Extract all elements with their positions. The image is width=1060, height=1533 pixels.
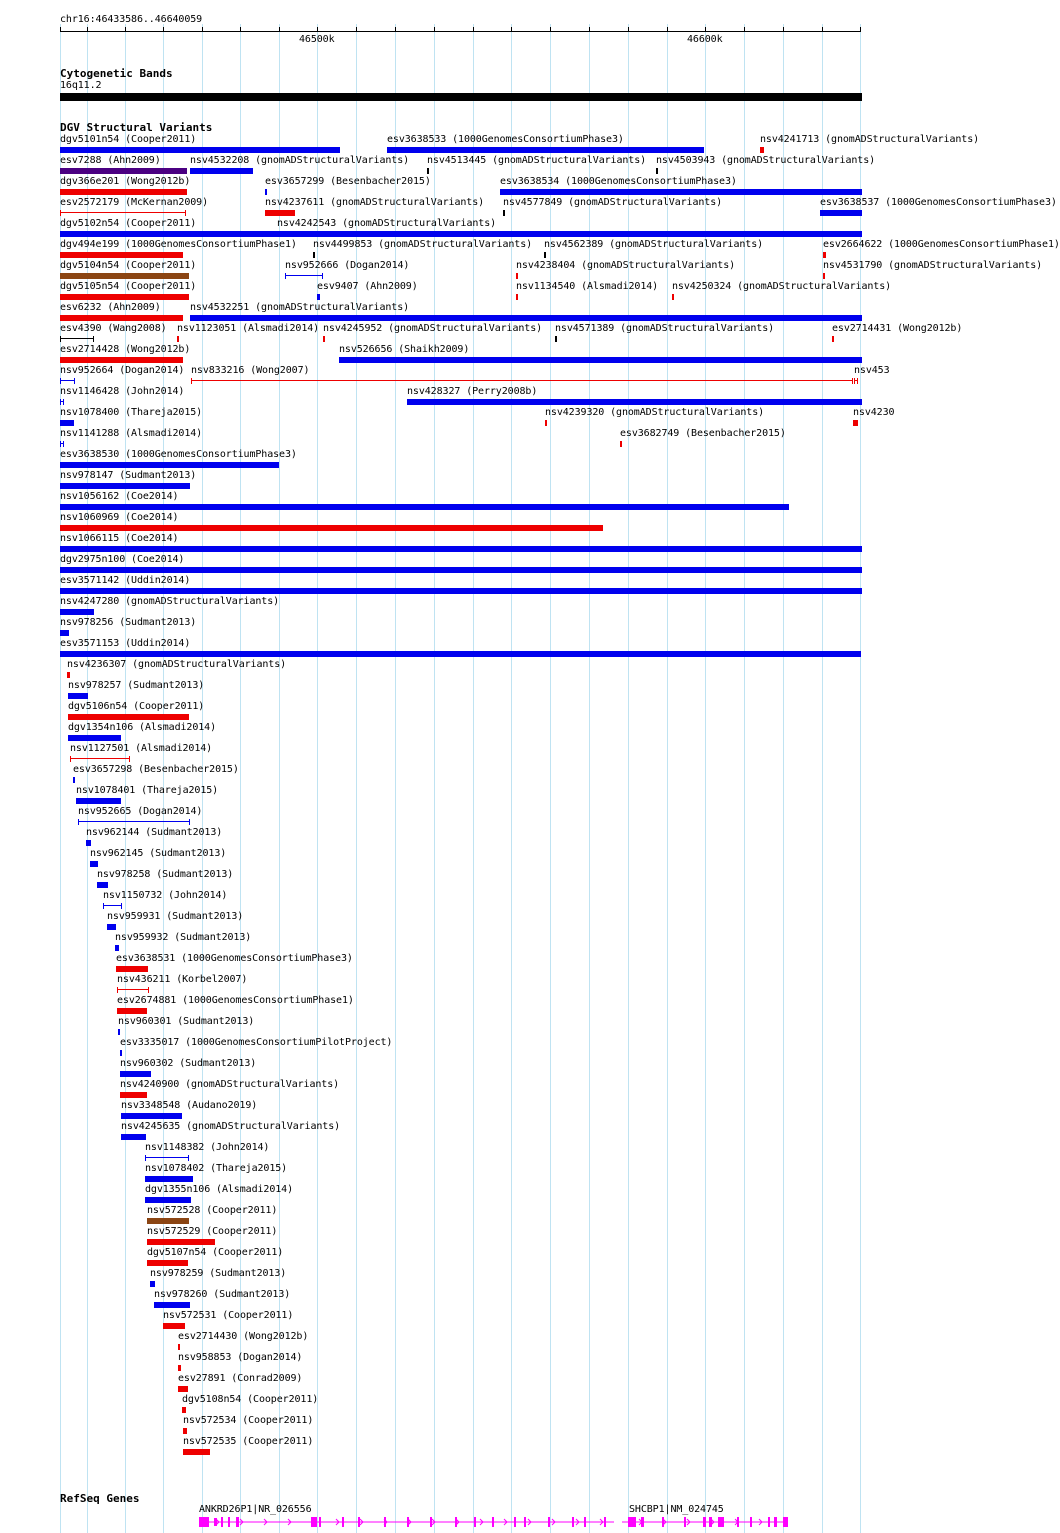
feature-label: nsv978260 (Sudmant2013): [154, 1289, 291, 1300]
feature-label: esv2714428 (Wong2012b): [60, 344, 191, 355]
feature-label: nsv526656 (Shaikh2009): [339, 344, 470, 355]
track-title-cytogenetic-bands: Cytogenetic Bands: [60, 67, 173, 80]
feature-bar: [672, 294, 674, 300]
ruler-tick: [279, 27, 280, 32]
gene-exon: [455, 1517, 457, 1527]
track-title-dgv-structural-variants: DGV Structural Variants: [60, 121, 213, 134]
feature-bar: [90, 861, 98, 867]
feature-bar: [323, 336, 325, 342]
ruler-tick: [511, 27, 512, 32]
feature-bar: [76, 798, 121, 804]
feature-label: nsv1127501 (Alsmadi2014): [70, 743, 213, 754]
ruler-tick: [473, 27, 474, 32]
feature-label: nsv572531 (Cooper2011): [163, 1310, 294, 1321]
feature-bar: [145, 1176, 193, 1182]
gene-exon: [709, 1517, 712, 1527]
gene-exon: [342, 1517, 344, 1527]
feature-end-tick: [189, 819, 190, 825]
gene-exon: [783, 1517, 788, 1527]
feature-span-line: [78, 821, 190, 822]
gene-exon: [737, 1517, 739, 1527]
gene-exon: [311, 1517, 317, 1527]
gene-exon: [768, 1517, 770, 1527]
feature-label: nsv4532251 (gnomADStructuralVariants): [190, 302, 410, 313]
feature-bar: [832, 336, 834, 342]
feature-bar: [60, 546, 862, 552]
feature-label: nsv978147 (Sudmant2013): [60, 470, 197, 481]
ruler-tick: [125, 27, 126, 32]
feature-label: esv2664622 (1000GenomesConsortiumPhase1): [823, 239, 1060, 250]
gene-exon: [407, 1517, 409, 1527]
gene-exon: [430, 1517, 432, 1527]
feature-end-tick: [129, 756, 130, 762]
feature-bar: [516, 294, 518, 300]
ruler-tick: [667, 27, 668, 32]
gene-exon: [228, 1517, 230, 1527]
feature-bar: [121, 1134, 146, 1140]
feature-label: dgv5101n54 (Cooper2011): [60, 134, 197, 145]
feature-label: nsv833216 (Wong2007): [191, 365, 310, 376]
ruler-coordinates: chr16:46433586..46640059: [60, 14, 203, 25]
feature-end-tick: [852, 378, 853, 384]
ruler-tick: [87, 27, 88, 32]
ruler-tick: [822, 27, 823, 32]
feature-end-tick: [285, 273, 286, 279]
feature-bar: [760, 147, 764, 153]
feature-label: nsv1078400 (Thareja2015): [60, 407, 203, 418]
feature-bar: [60, 504, 789, 510]
gene-exon: [750, 1517, 752, 1527]
feature-end-tick: [60, 378, 61, 384]
ruler-tick: [317, 27, 318, 32]
feature-end-tick: [191, 378, 192, 384]
feature-bar: [73, 777, 75, 783]
feature-tick: [544, 252, 546, 258]
feature-bar: [620, 441, 622, 447]
feature-bar: [116, 966, 148, 972]
feature-end-tick: [103, 903, 104, 909]
feature-label: nsv4241713 (gnomADStructuralVariants): [760, 134, 980, 145]
feature-label: dgv5105n54 (Cooper2011): [60, 281, 197, 292]
feature-label: nsv1150732 (John2014): [103, 890, 228, 901]
gene-exon: [628, 1517, 636, 1527]
gene-exon: [199, 1517, 209, 1527]
feature-end-tick: [188, 1155, 189, 1161]
feature-bar: [107, 924, 116, 930]
feature-end-tick: [857, 378, 858, 384]
feature-bar: [60, 315, 183, 321]
gene-exon: [662, 1517, 664, 1527]
feature-label: nsv1056162 (Coe2014): [60, 491, 179, 502]
feature-label: nsv572535 (Cooper2011): [183, 1436, 314, 1447]
feature-label: nsv3348548 (Audano2019): [121, 1100, 258, 1111]
feature-bar: [853, 420, 858, 426]
feature-bar: [500, 189, 862, 195]
gridline: [783, 24, 784, 1533]
cytoband-label: 16q11.2: [60, 80, 102, 91]
feature-bar: [60, 483, 190, 489]
feature-end-tick: [117, 987, 118, 993]
feature-label: nsv4245952 (gnomADStructuralVariants): [323, 323, 543, 334]
feature-end-tick: [60, 441, 61, 447]
feature-bar: [68, 693, 88, 699]
feature-label: nsv4242543 (gnomADStructuralVariants): [277, 218, 497, 229]
gene-exon: [548, 1517, 550, 1527]
feature-bar: [183, 1428, 187, 1434]
feature-bar: [147, 1260, 188, 1266]
ruler-tick: [60, 27, 61, 32]
feature-label: nsv4230: [853, 407, 895, 418]
gene-exon: [572, 1517, 574, 1527]
feature-end-tick: [74, 378, 75, 384]
gene-exon: [584, 1517, 586, 1527]
feature-bar: [387, 147, 704, 153]
feature-label: dgv1355n106 (Alsmadi2014): [145, 1184, 294, 1195]
gene-exon: [703, 1517, 706, 1527]
feature-bar: [118, 1029, 120, 1035]
feature-bar: [820, 210, 862, 216]
feature-label: nsv978257 (Sudmant2013): [68, 680, 205, 691]
feature-label: nsv959932 (Sudmant2013): [115, 932, 252, 943]
gene-exon: [221, 1517, 223, 1527]
gene-exon: [641, 1517, 644, 1527]
feature-label: nsv1148382 (John2014): [145, 1142, 270, 1153]
gene-exon: [774, 1517, 777, 1527]
feature-bar: [120, 1071, 151, 1077]
feature-label: nsv4240900 (gnomADStructuralVariants): [120, 1079, 340, 1090]
feature-label: nsv960301 (Sudmant2013): [118, 1016, 255, 1027]
feature-bar: [339, 357, 862, 363]
feature-label: nsv1123051 (Alsmadi2014): [177, 323, 320, 334]
gene-exon: [524, 1517, 526, 1527]
ruler-tick: [705, 27, 706, 32]
gene-exon: [514, 1517, 516, 1527]
feature-span-line: [191, 380, 853, 381]
feature-bar: [60, 147, 340, 153]
feature-bar: [115, 945, 119, 951]
feature-label: nsv4250324 (gnomADStructuralVariants): [672, 281, 892, 292]
feature-label: nsv978258 (Sudmant2013): [97, 869, 234, 880]
feature-label: nsv572534 (Cooper2011): [183, 1415, 314, 1426]
feature-bar: [183, 1449, 210, 1455]
feature-bar: [60, 357, 183, 363]
feature-bar: [823, 273, 825, 279]
feature-bar: [177, 336, 179, 342]
feature-label: nsv4499853 (gnomADStructuralVariants): [313, 239, 533, 250]
feature-label: nsv436211 (Korbel2007): [117, 974, 248, 985]
feature-span-line: [145, 1157, 189, 1158]
feature-end-tick: [63, 441, 64, 447]
feature-span-line: [60, 212, 186, 213]
feature-label: nsv4239320 (gnomADStructuralVariants): [545, 407, 765, 418]
feature-label: esv3657299 (Besenbacher2015): [265, 176, 431, 187]
feature-bar: [154, 1302, 190, 1308]
feature-bar: [182, 1407, 186, 1413]
feature-label: dgv5104n54 (Cooper2011): [60, 260, 197, 271]
gene-exon: [214, 1518, 217, 1526]
feature-tick: [313, 252, 315, 258]
feature-label: nsv978259 (Sudmant2013): [150, 1268, 287, 1279]
feature-tick: [265, 189, 267, 195]
feature-label: esv27891 (Conrad2009): [178, 1373, 303, 1384]
feature-bar: [86, 840, 91, 846]
gene-models-svg: [0, 1513, 890, 1533]
feature-label: nsv1141288 (Alsmadi2014): [60, 428, 203, 439]
feature-label: nsv453: [854, 365, 890, 376]
feature-bar: [145, 1197, 191, 1203]
feature-tick: [656, 168, 658, 174]
ruler-tick: [434, 27, 435, 32]
feature-label: nsv4238404 (gnomADStructuralVariants): [516, 260, 736, 271]
feature-label: esv2714430 (Wong2012b): [178, 1331, 309, 1342]
gene-exon: [492, 1517, 494, 1527]
feature-label: nsv572528 (Cooper2011): [147, 1205, 278, 1216]
feature-bar: [265, 210, 295, 216]
gene-exon: [319, 1517, 321, 1527]
feature-label: nsv1066115 (Coe2014): [60, 533, 179, 544]
feature-bar: [120, 1092, 147, 1098]
feature-label: nsv4531790 (gnomADStructuralVariants): [823, 260, 1043, 271]
feature-tick: [555, 336, 557, 342]
feature-label: dgv5108n54 (Cooper2011): [182, 1394, 319, 1405]
feature-label: esv3638531 (1000GenomesConsortiumPhase3): [116, 953, 353, 964]
gene-exon: [384, 1517, 386, 1527]
gene-exon: [474, 1517, 476, 1527]
ruler-tick: [550, 27, 551, 32]
gene-label-ankrd26p1: ANKRD26P1|NR_026556: [199, 1504, 312, 1515]
feature-label: dgv5107n54 (Cooper2011): [147, 1247, 284, 1258]
feature-label: nsv4236307 (gnomADStructuralVariants): [67, 659, 287, 670]
cytoband-bar[interactable]: [60, 93, 862, 101]
track-title-refseq-genes: RefSeq Genes: [60, 1492, 140, 1505]
feature-bar: [68, 714, 189, 720]
ruler-tick-label: 46600k: [687, 34, 723, 45]
gene-ankrd26p1[interactable]: [199, 1517, 614, 1527]
feature-label: esv2714431 (Wong2012b): [832, 323, 963, 334]
feature-bar: [178, 1344, 180, 1350]
feature-span-line: [70, 758, 130, 759]
feature-bar: [516, 273, 518, 279]
feature-bar: [317, 294, 320, 300]
feature-bar: [147, 1239, 215, 1245]
feature-bar: [60, 609, 94, 615]
feature-label: nsv4532208 (gnomADStructuralVariants): [190, 155, 410, 166]
feature-label: esv2674881 (1000GenomesConsortiumPhase1): [117, 995, 354, 1006]
feature-tick: [503, 210, 505, 216]
feature-end-tick: [60, 336, 61, 342]
feature-label: nsv4237611 (gnomADStructuralVariants): [265, 197, 485, 208]
feature-bar: [60, 189, 187, 195]
feature-bar: [60, 651, 861, 657]
feature-bar: [60, 567, 862, 573]
feature-bar: [163, 1323, 185, 1329]
feature-label: nsv4571389 (gnomADStructuralVariants): [555, 323, 775, 334]
feature-label: esv3335017 (1000GenomesConsortiumPilotProject): [120, 1037, 393, 1048]
feature-bar: [60, 294, 189, 300]
feature-bar: [178, 1365, 181, 1371]
feature-tick: [427, 168, 429, 174]
feature-bar: [60, 630, 69, 636]
gene-exon: [684, 1517, 686, 1527]
feature-end-tick: [78, 819, 79, 825]
ruler-tick: [202, 27, 203, 32]
feature-label: dgv5102n54 (Cooper2011): [60, 218, 197, 229]
feature-span-line: [103, 905, 122, 906]
feature-bar: [60, 462, 279, 468]
feature-label: nsv428327 (Perry2008b): [407, 386, 538, 397]
feature-end-tick: [60, 210, 61, 216]
ruler-tick: [395, 27, 396, 32]
ruler-tick-label: 46500k: [299, 34, 335, 45]
gene-shcbp1[interactable]: [622, 1517, 788, 1527]
feature-span-line: [117, 989, 149, 990]
feature-end-tick: [148, 987, 149, 993]
ruler-axis: [60, 31, 861, 32]
feature-bar: [190, 168, 253, 174]
feature-end-tick: [70, 756, 71, 762]
feature-label: nsv1134540 (Alsmadi2014): [516, 281, 659, 292]
feature-end-tick: [145, 1155, 146, 1161]
feature-bar: [545, 420, 547, 426]
feature-bar: [150, 1281, 155, 1287]
feature-span-line: [60, 338, 94, 339]
feature-span-line: [60, 380, 75, 381]
gene-label-shcbp1: SHCBP1|NM_024745: [629, 1504, 724, 1515]
feature-label: esv3638537 (1000GenomesConsortiumPhase3): [820, 197, 1057, 208]
feature-label: nsv959931 (Sudmant2013): [107, 911, 244, 922]
ruler-tick: [163, 27, 164, 32]
feature-bar: [68, 735, 121, 741]
feature-end-tick: [185, 210, 186, 216]
feature-label: nsv1060969 (Coe2014): [60, 512, 179, 523]
feature-label: nsv4577849 (gnomADStructuralVariants): [503, 197, 723, 208]
ruler-tick: [744, 27, 745, 32]
feature-label: esv3657298 (Besenbacher2015): [73, 764, 239, 775]
feature-label: nsv952665 (Dogan2014): [78, 806, 203, 817]
feature-label: esv3682749 (Besenbacher2015): [620, 428, 786, 439]
feature-label: esv4390 (Wang2008): [60, 323, 167, 334]
feature-bar: [147, 1218, 189, 1224]
feature-bar: [60, 420, 74, 426]
ruler-tick: [240, 27, 241, 32]
feature-label: nsv1078402 (Thareja2015): [145, 1163, 288, 1174]
feature-label: nsv962145 (Sudmant2013): [90, 848, 227, 859]
ruler-tick: [628, 27, 629, 32]
feature-bar: [117, 1008, 147, 1014]
feature-bar: [67, 672, 70, 678]
feature-label: esv3638530 (1000GenomesConsortiumPhase3): [60, 449, 297, 460]
feature-end-tick: [121, 903, 122, 909]
feature-bar: [120, 1050, 122, 1056]
feature-label: esv2572179 (McKernan2009): [60, 197, 209, 208]
feature-label: dgv366e201 (Wong2012b): [60, 176, 191, 187]
feature-bar: [121, 1113, 182, 1119]
feature-end-tick: [93, 336, 94, 342]
feature-end-tick: [60, 399, 61, 405]
feature-bar: [823, 252, 826, 258]
feature-label: esv3638534 (1000GenomesConsortiumPhase3): [500, 176, 737, 187]
feature-bar: [60, 588, 862, 594]
feature-label: esv7288 (Ahn2009): [60, 155, 161, 166]
feature-label: nsv4562389 (gnomADStructuralVariants): [544, 239, 764, 250]
feature-label: dgv2975n100 (Coe2014): [60, 554, 185, 565]
feature-label: nsv952666 (Dogan2014): [285, 260, 410, 271]
feature-label: nsv4513445 (gnomADStructuralVariants): [427, 155, 647, 166]
feature-bar: [60, 273, 189, 279]
feature-bar: [60, 252, 183, 258]
feature-label: nsv958853 (Dogan2014): [178, 1352, 303, 1363]
feature-label: nsv960302 (Sudmant2013): [120, 1058, 257, 1069]
feature-bar: [97, 882, 108, 888]
feature-label: esv3571142 (Uddin2014): [60, 575, 191, 586]
ruler-tick: [589, 27, 590, 32]
feature-label: nsv1146428 (John2014): [60, 386, 185, 397]
feature-label: dgv5106n54 (Cooper2011): [68, 701, 205, 712]
feature-label: esv9407 (Ahn2009): [317, 281, 418, 292]
ruler-tick: [356, 27, 357, 32]
feature-end-tick: [854, 378, 855, 384]
feature-label: esv6232 (Ahn2009): [60, 302, 161, 313]
feature-span-line: [285, 275, 323, 276]
feature-bar: [190, 315, 862, 321]
feature-end-tick: [63, 399, 64, 405]
gene-exon: [358, 1517, 360, 1527]
feature-bar: [407, 399, 862, 405]
feature-label: dgv494e199 (1000GenomesConsortiumPhase1): [60, 239, 297, 250]
feature-label: dgv1354n106 (Alsmadi2014): [68, 722, 217, 733]
ruler-tick: [783, 27, 784, 32]
feature-label: nsv572529 (Cooper2011): [147, 1226, 278, 1237]
gene-exon: [236, 1517, 239, 1527]
feature-label: nsv4245635 (gnomADStructuralVariants): [121, 1121, 341, 1132]
feature-bar: [178, 1386, 188, 1392]
feature-end-tick: [322, 273, 323, 279]
feature-bar: [60, 168, 187, 174]
feature-bar: [277, 231, 862, 237]
feature-label: esv3571153 (Uddin2014): [60, 638, 191, 649]
feature-label: nsv962144 (Sudmant2013): [86, 827, 223, 838]
gene-exon: [604, 1517, 606, 1527]
feature-label: nsv952664 (Dogan2014): [60, 365, 185, 376]
feature-label: nsv4503943 (gnomADStructuralVariants): [656, 155, 876, 166]
feature-label: nsv4247280 (gnomADStructuralVariants): [60, 596, 280, 607]
feature-bar: [60, 525, 603, 531]
feature-label: nsv978256 (Sudmant2013): [60, 617, 197, 628]
feature-label: nsv1078401 (Thareja2015): [76, 785, 219, 796]
feature-label: esv3638533 (1000GenomesConsortiumPhase3): [387, 134, 624, 145]
ruler-tick: [860, 27, 861, 32]
gene-exon: [718, 1517, 724, 1527]
